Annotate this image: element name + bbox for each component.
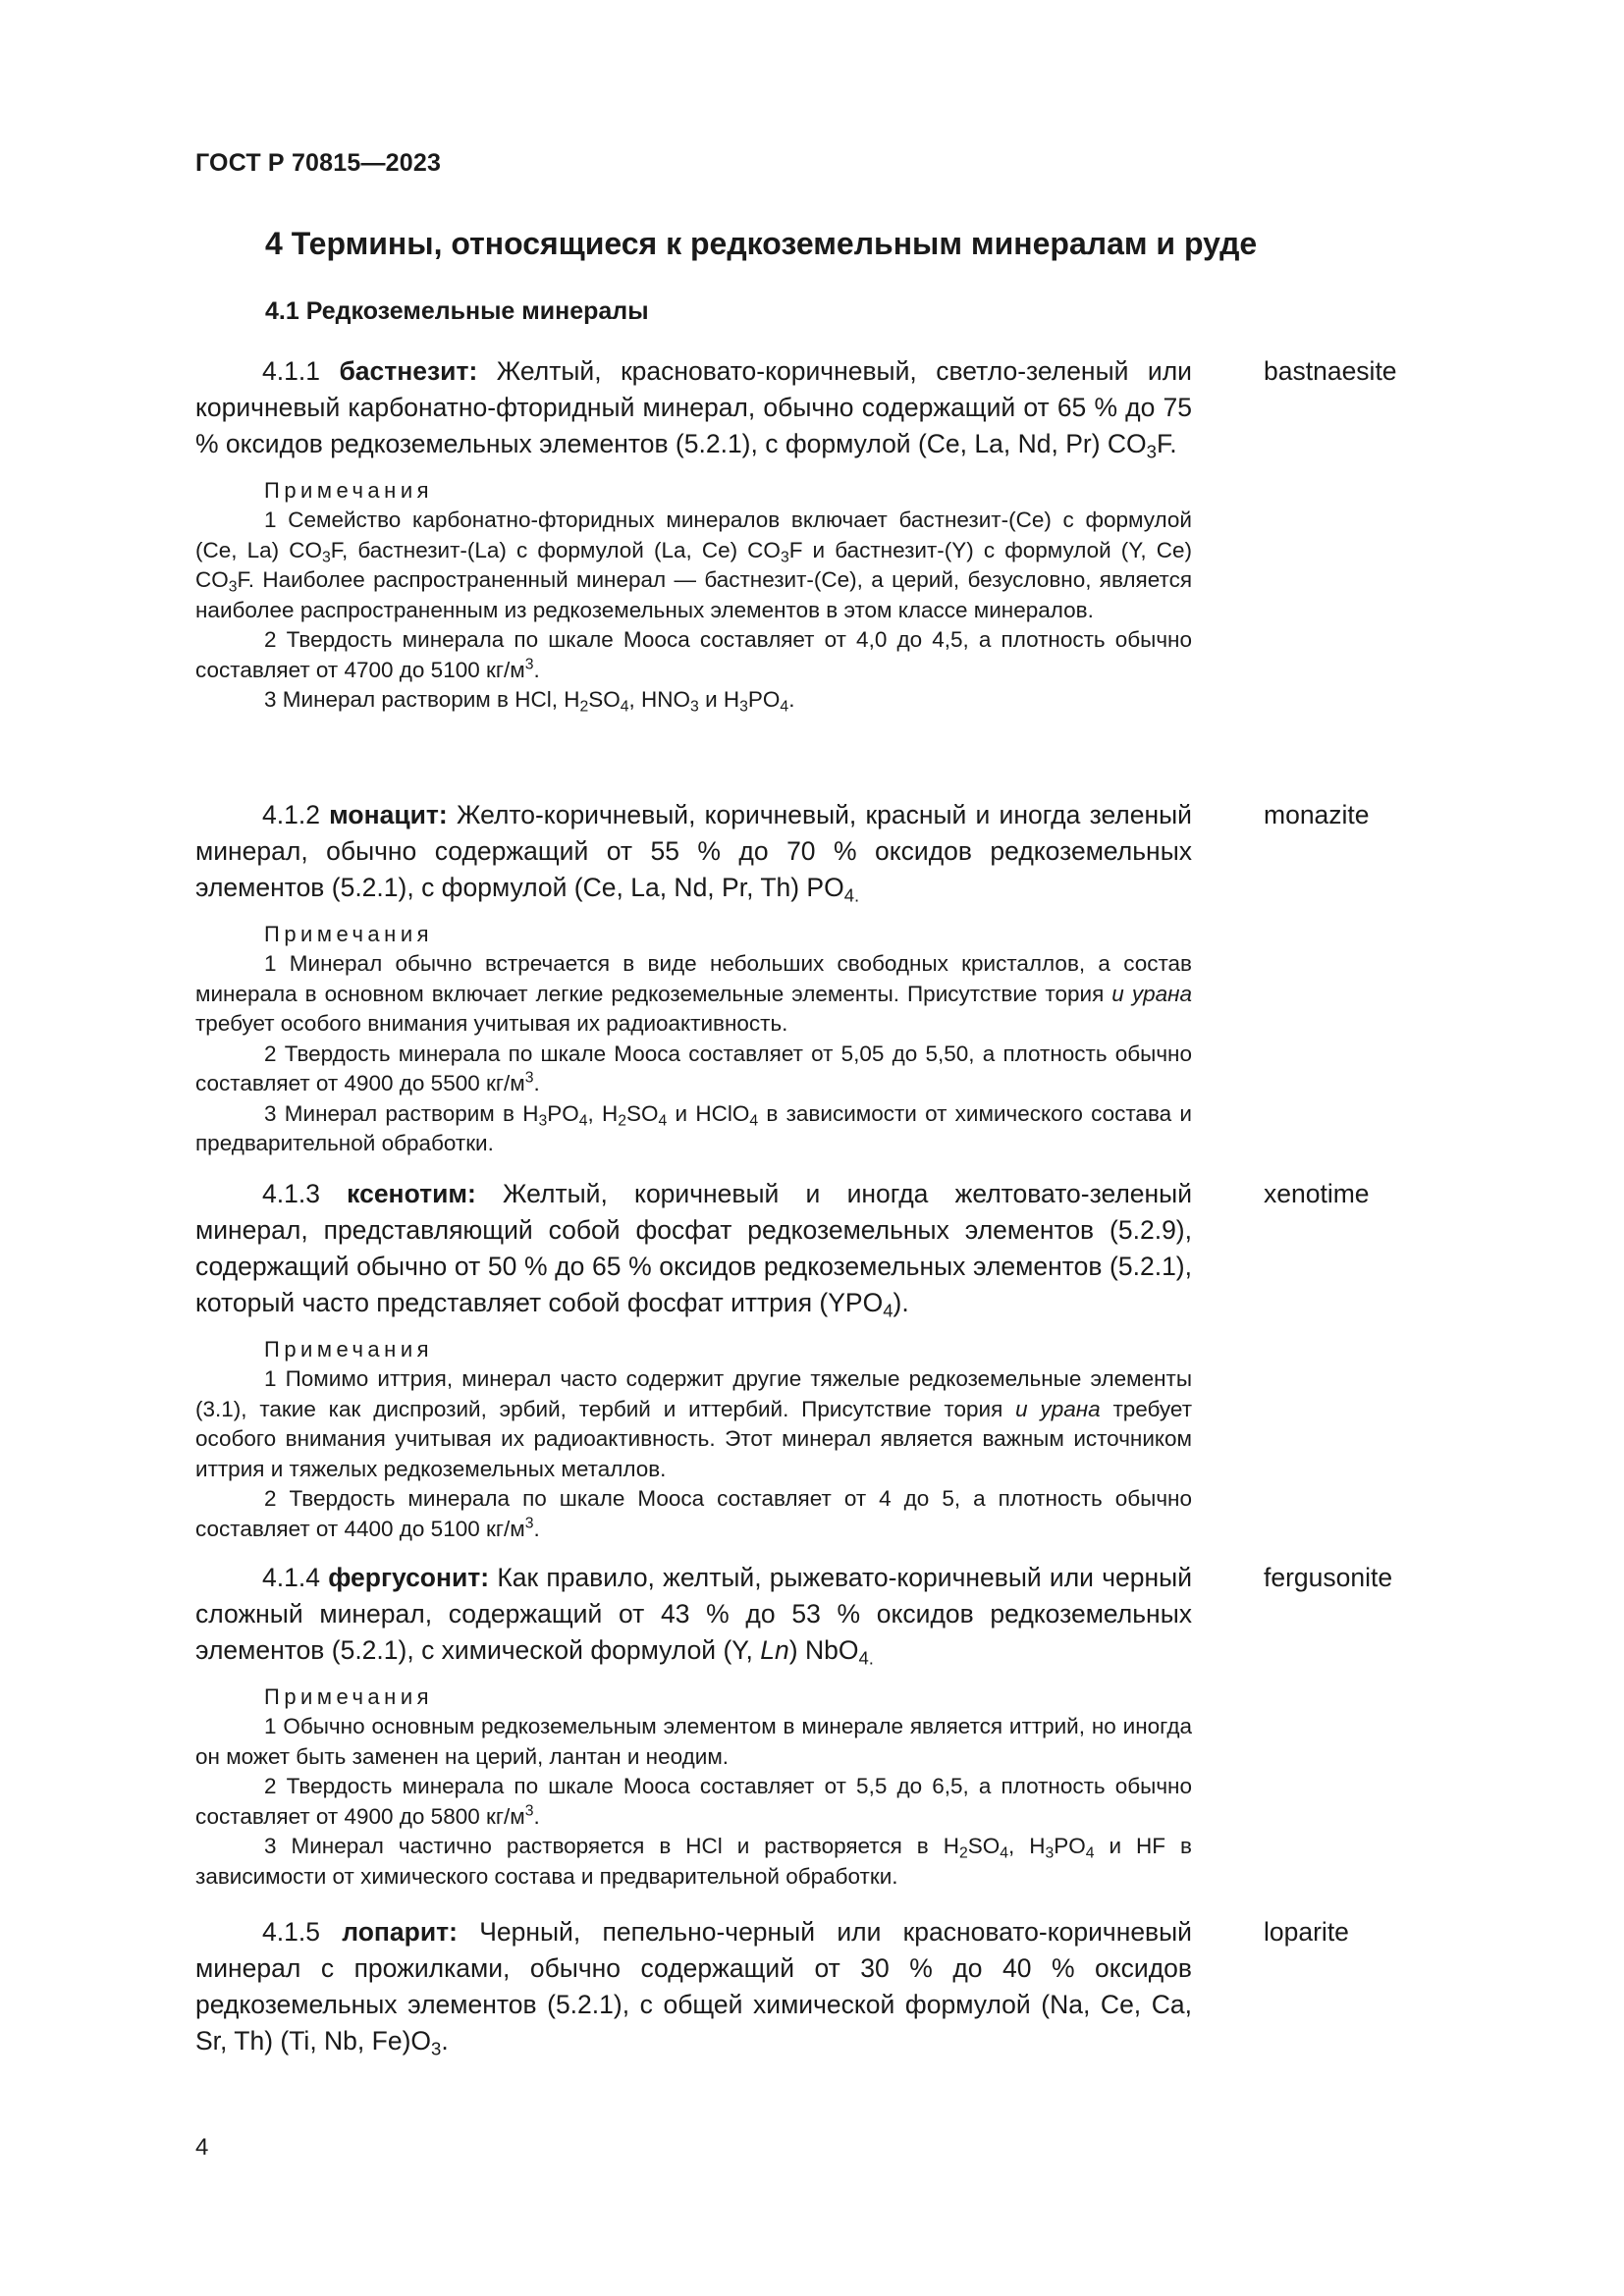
term-word: бастнезит:: [339, 356, 478, 386]
term-entry: [195, 1560, 1192, 1892]
term-entry: [195, 353, 1192, 716]
term-number: 4.1.3: [262, 1179, 348, 1208]
term-definition: [195, 1560, 1192, 1669]
term-english-equivalent: bastnaesite: [1264, 356, 1397, 386]
term-definition-text: Черный, пепельно-черный или красновато-коричневый минерал с прожилками, обычно содержащий от 30 % до 40 % оксидов редкоземельных элементов (5.2.1), с общей химической формулой (Na, Ce, Ca, Sr, Th) (Ti, Nb, $Fe)O_3$.: [195, 1917, 1192, 2059]
page-number: 4: [195, 2134, 209, 2161]
note-item: 1 Минерал обычно встречается в виде небольших свободных кристаллов, а состав минерала в основном включает легкие редкоземельные элементы. Присутствие тория и урана требует особого внимания учитывая их радиоактивность.: [195, 951, 1192, 1036]
term-entry: [195, 1914, 1192, 2059]
term-english-equivalent: monazite: [1264, 800, 1370, 829]
note-item: 1 Семейство карбонатно-фторидных минералов включает бастнезит-(Ce) с формулой (Ce, La) $CO_3F$, бастнезит-(La) с формулой (La, Ce) $CO_3F$ и бастнезит-(Y) с формулой (Y, Ce) $CO_3F$. Наиболее распространенный минерал — бастнезит-(Ce), а церий, безусловно, является наиболее распространенным из редкоземельных элементов в этом классе минералов.: [195, 507, 1193, 622]
term-definition: [195, 353, 1192, 462]
note-item: 2 Твердость минерала по шкале Мооса составляет от 5,5 до 6,5, а плотность обычно составляет от 4900 до 5800 $кг/м^3$.: [195, 1774, 1192, 1829]
term-definition-text: Как правило, желтый, рыжевато-коричневый или черный сложный минерал, содержащий от 43 % до 53 % оксидов редкоземельных элементов (5.2.1), с химической формулой (Y, Ln) NbO$_{4.}$: [195, 1563, 1192, 1669]
subsection-title: 4.1 Редкоземельные минералы: [265, 297, 649, 325]
term-number: 4.1.4: [262, 1563, 329, 1592]
term-english-equivalent: xenotime: [1264, 1179, 1370, 1208]
term-number: 4.1.5: [262, 1917, 343, 1947]
term-word: монацит:: [329, 800, 448, 829]
term-definition-text: Желтый, красновато-коричневый, светло-зеленый или коричневый карбонатно-фторидный минерал, обычно содержащий от 65 % до 75 % оксидов редкоземельных элементов (5.2.1), с формулой (Ce, La, Nd, Pr) $CO_3F$.: [195, 356, 1192, 462]
term-entry: [195, 1176, 1192, 1544]
term-definition: [195, 797, 1192, 906]
note-item: 3 Минерал растворим в $H_3PO_4$, $H_2SO_4$ и HClO$_4$ в зависимости от химического состава и предварительной обработки.: [195, 1100, 1192, 1155]
notes-heading: Примечания: [264, 478, 434, 503]
term-number: 4.1.2: [262, 800, 330, 829]
term-definition: [195, 1176, 1192, 1321]
term-definition: [195, 1914, 1192, 2059]
note-item: 3 Минерал частично растворяется в HCl и растворяется в $H_2SO_4$, $H_3PO_4$ и HF в зависимости от химического состава и предварительной обработки.: [195, 1834, 1192, 1889]
note-item: 2 Твердость минерала по шкале Мооса составляет от 4 до 5, а плотность обычно составляет от 4400 до 5100 $кг/м^3$.: [195, 1486, 1192, 1541]
term-english-equivalent: loparite: [1264, 1917, 1349, 1947]
term-entry: [195, 797, 1192, 1159]
term-word: лопарит:: [342, 1917, 458, 1947]
note-item: 2 Твердость минерала по шкале Мооса составляет от 4,0 до 4,5, а плотность обычно составляет от 4700 до 5100 $кг/м^3$.: [195, 627, 1192, 682]
notes-heading: Примечания: [264, 1337, 434, 1362]
notes-heading: Примечания: [264, 1684, 434, 1709]
section-title: 4 Термины, относящиеся к редкоземельным минералам и руде: [265, 226, 1258, 261]
note-item: 1 Помимо иттрия, минерал часто содержит другие тяжелые редкоземельные элементы (3.1), такие как диспрозий, эрбий, тербий и иттербий. Присутствие тория и урана требует особого внимания учитывая их радиоактивность. Этот минерал является важным источником иттрия и тяжелых редкоземельных металлов.: [195, 1366, 1193, 1481]
term-word: фергусонит:: [328, 1563, 490, 1592]
notes-heading: Примечания: [264, 922, 434, 946]
term-definition-text: Желтый, коричневый и иногда желтовато-зеленый минерал, представляющий собой фосфат редкоземельных элементов (5.2.9), содержащий обычно от 50 % до 65 % оксидов редкоземельных элементов (5.2.1), который часто представляет собой фосфат иттрия $(YPO_4)$.: [195, 1179, 1192, 1321]
term-definition-text: Желто-коричневый, коричневый, красный и иногда зеленый минерал, обычно содержащий от 55 % до 70 % оксидов редкоземельных элементов (5.2.1), с формулой (Ce, La, Nd, Pr, Th) $PO_{4.}$: [195, 800, 1192, 906]
term-word: ксенотим:: [347, 1179, 476, 1208]
note-item: 3 Минерал растворим в HCl, $H_2SO_4$, $HNO_3$ и $H_3PO_4$.: [264, 687, 795, 716]
note-item: 1 Обычно основным редкоземельным элементом в минерале является иттрий, но иногда он может быть заменен на церий, лантан и неодим.: [195, 1714, 1192, 1769]
term-english-equivalent: fergusonite: [1264, 1563, 1393, 1592]
document-code-header: ГОСТ Р 70815—2023: [195, 149, 442, 177]
note-item: 2 Твердость минерала по шкале Мооса составляет от 5,05 до 5,50, а плотность обычно составляет от 4900 до 5500 $кг/м^3$.: [195, 1041, 1192, 1095]
term-number: 4.1.1: [262, 356, 340, 386]
